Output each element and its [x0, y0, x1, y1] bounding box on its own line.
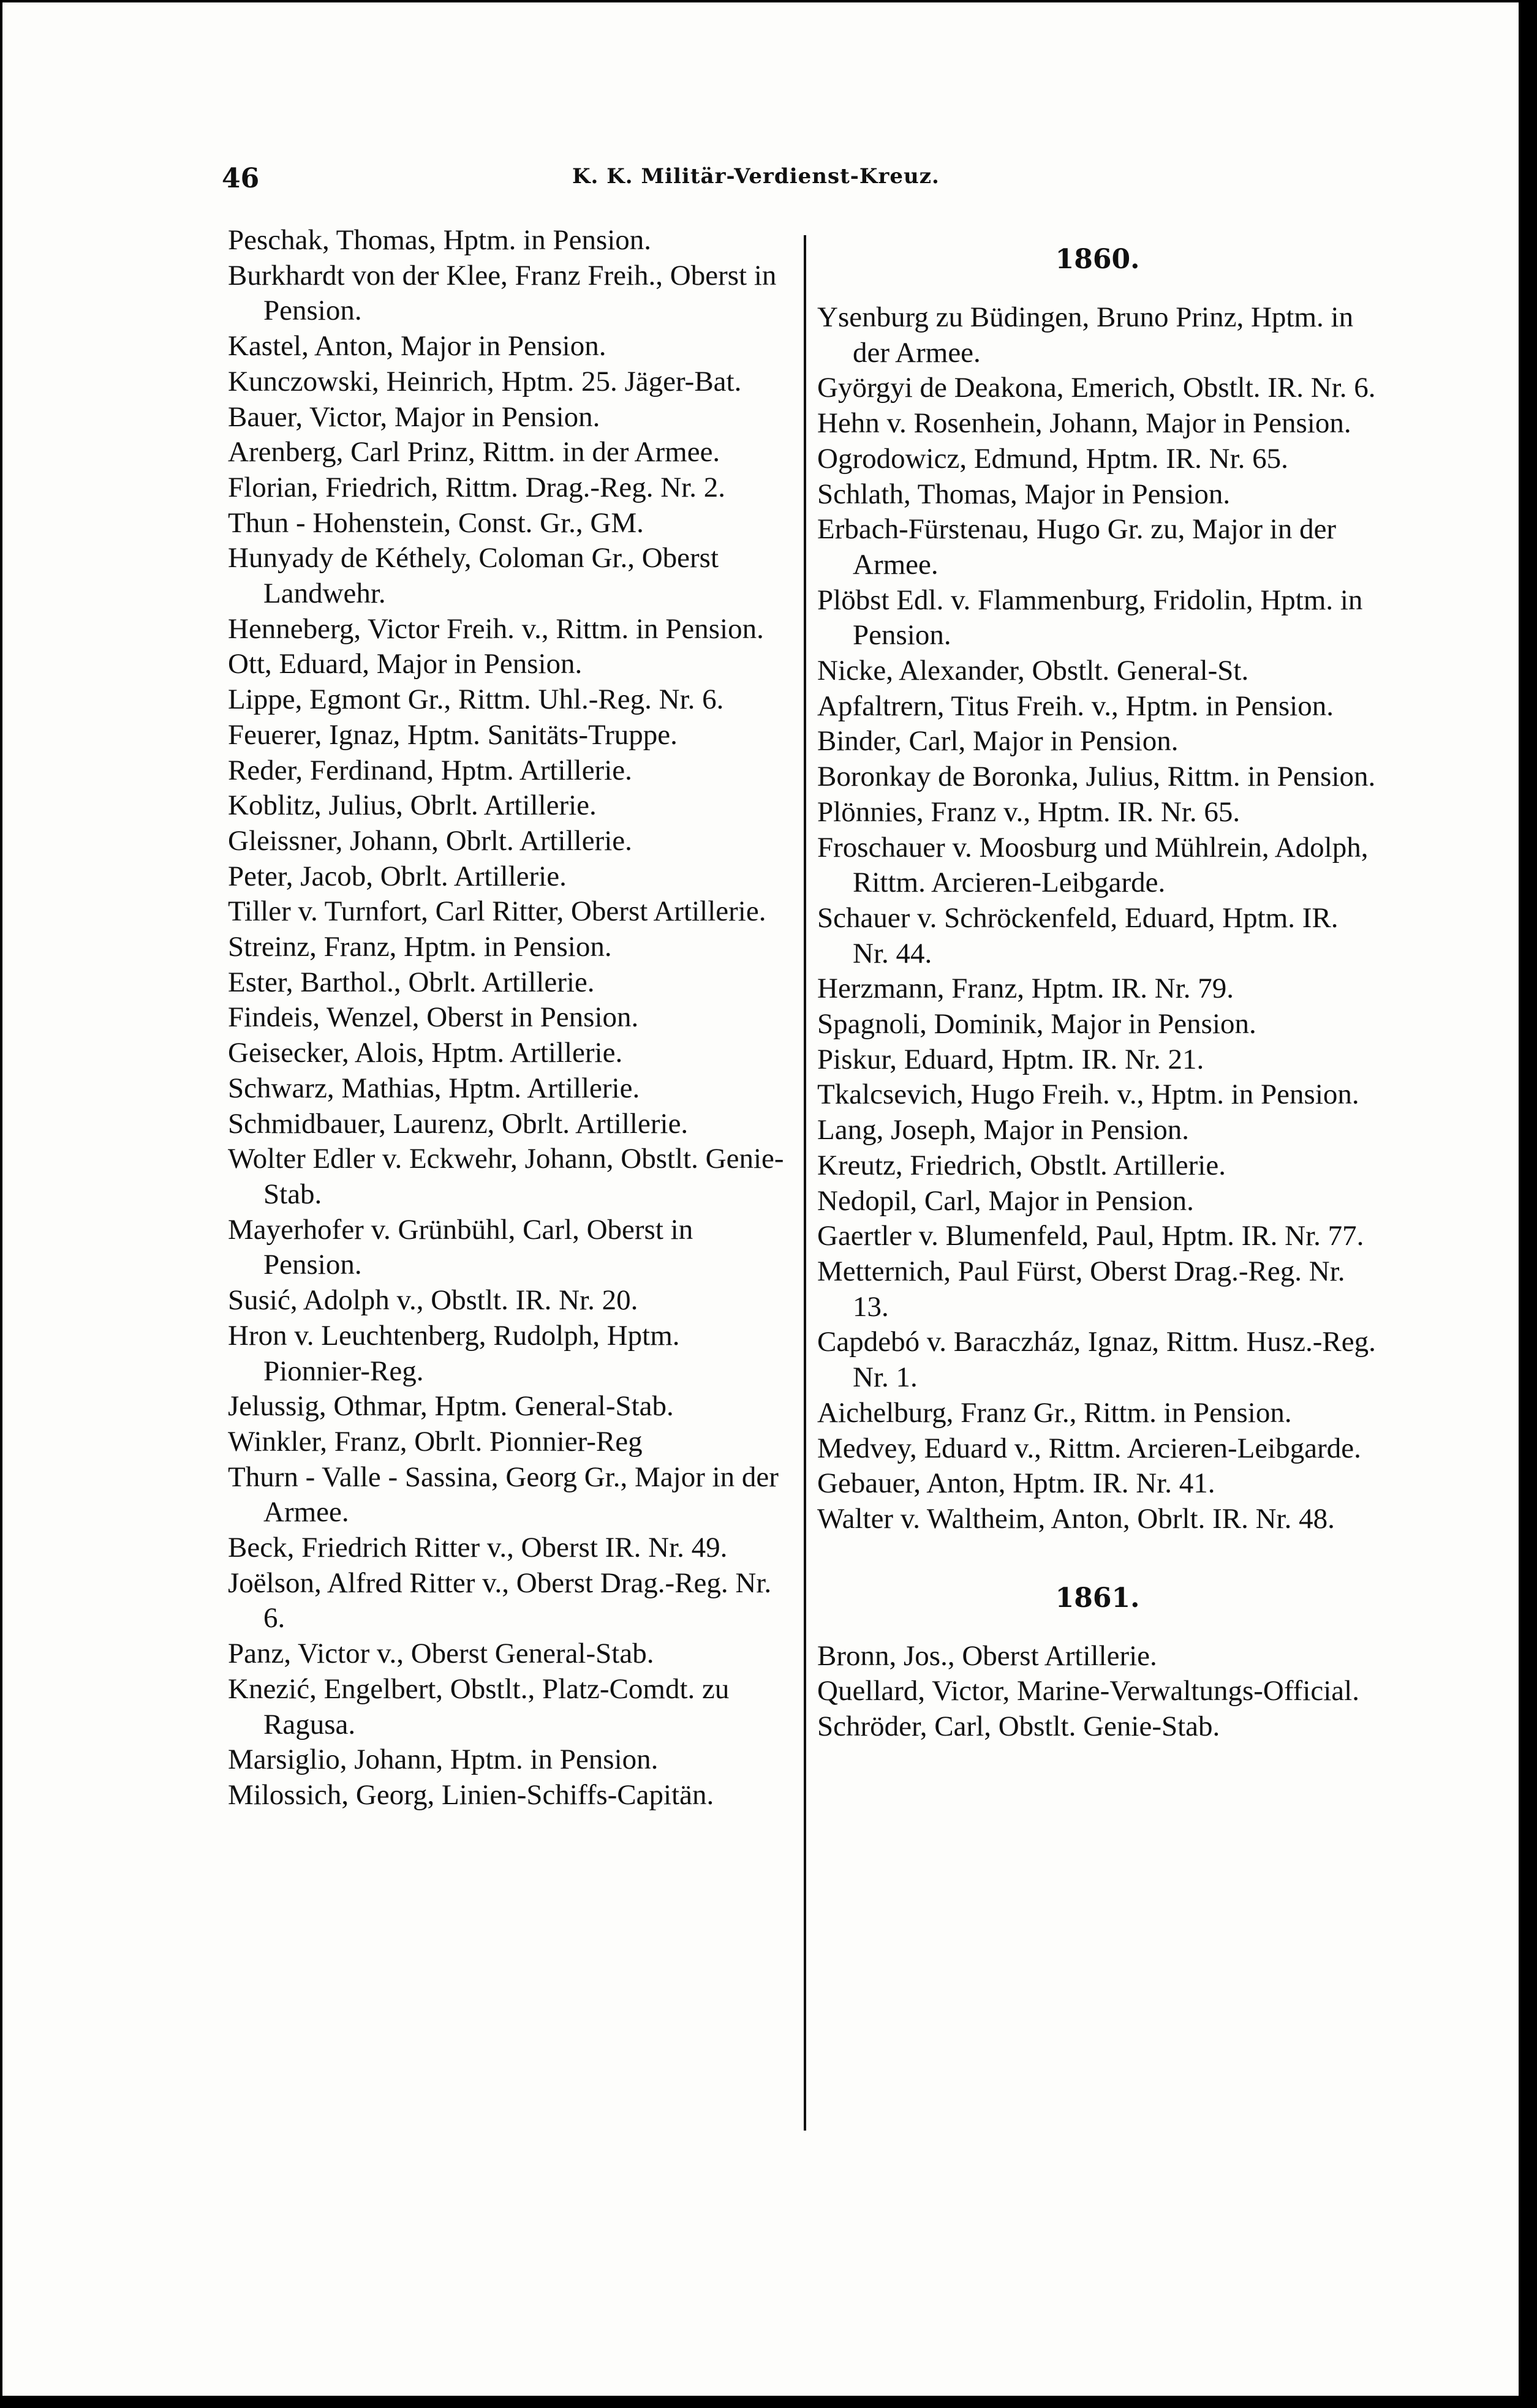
list-item: Joëlson, Alfred Ritter v., Oberst Drag.-Reg. Nr. 6. [228, 1567, 772, 1635]
list-item: Nedopil, Carl, Major in Pension. [817, 1184, 1194, 1217]
list-item: Thurn - Valle - Sassina, Georg Gr., Major in der Armee. [228, 1461, 779, 1529]
list-item: Plöbst Edl. v. Flammenburg, Fridolin, Hptm. in Pension. [817, 584, 1363, 652]
list-item: Schröder, Carl, Obstlt. Genie-Stab. [817, 1710, 1220, 1743]
list-item: Erbach-Fürstenau, Hugo Gr. zu, Major in der Armee. [817, 513, 1337, 581]
column-divider [804, 235, 806, 2131]
right-column [817, 241, 1378, 1745]
list-item: Gleissner, Johann, Obrlt. Artillerie. [228, 824, 632, 857]
list-item: Beck, Friedrich Ritter v., Oberst IR. Nr. 49. [228, 1532, 728, 1564]
list-item: Capdebó v. Baraczház, Ignaz, Rittm. Husz.-Reg. Nr. 1. [817, 1326, 1376, 1394]
list-item: Wolter Edler v. Eckwehr, Johann, Obstlt. Genie-Stab. [228, 1143, 784, 1210]
list-item: Henneberg, Victor Freih. v., Rittm. in Pension. [228, 612, 764, 645]
list-item: Spagnoli, Dominik, Major in Pension. [817, 1008, 1256, 1040]
list-item: Binder, Carl, Major in Pension. [817, 725, 1179, 758]
list-item: Boronkay de Boronka, Julius, Rittm. in Pension. [817, 761, 1376, 793]
list-item: Kastel, Anton, Major in Pension. [228, 330, 606, 363]
list-item: Ogrodowicz, Edmund, Hptm. IR. Nr. 65. [817, 442, 1288, 475]
list-item: Gebauer, Anton, Hptm. IR. Nr. 41. [817, 1467, 1215, 1500]
left-column [228, 223, 791, 1813]
list-item: Florian, Friedrich, Rittm. Drag.-Reg. Nr. 2. [228, 471, 725, 503]
list-item: Burkhardt von der Klee, Franz Freih., Oberst in Pension. [228, 259, 777, 327]
list-item: Lang, Joseph, Major in Pension. [817, 1114, 1190, 1146]
list-item: Schmidbauer, Laurenz, Obrlt. Artillerie. [228, 1107, 689, 1140]
list-item: Hron v. Leuchtenberg, Rudolph, Hptm. Pionnier-Reg. [228, 1319, 680, 1387]
list-item: Ester, Barthol., Obrlt. Artillerie. [228, 966, 595, 998]
list-item: Gaertler v. Blumenfeld, Paul, Hptm. IR. Nr. 77. [817, 1220, 1364, 1252]
list-item: Geisecker, Alois, Hptm. Artillerie. [228, 1037, 623, 1069]
page-sheet [2, 2, 1522, 2396]
list-item: Reder, Ferdinand, Hptm. Artillerie. [228, 754, 632, 786]
list-item: Kreutz, Friedrich, Obstlt. Artillerie. [817, 1149, 1226, 1181]
list-item: Mayerhofer v. Grünbühl, Carl, Oberst in Pension. [228, 1213, 693, 1281]
list-item: Bauer, Victor, Major in Pension. [228, 401, 600, 433]
list-item: Marsiglio, Johann, Hptm. in Pension. [228, 1744, 659, 1776]
year-heading: 1860. [1055, 244, 1140, 275]
list-item: Thun - Hohenstein, Const. Gr., GM. [228, 506, 644, 539]
list-item: Findeis, Wenzel, Oberst in Pension. [228, 1001, 639, 1034]
list-item: Hunyady de Kéthely, Coloman Gr., Oberst Landwehr. [228, 542, 719, 610]
list-item: Lippe, Egmont Gr., Rittm. Uhl.-Reg. Nr. 6. [228, 683, 724, 716]
list-item: Tiller v. Turnfort, Carl Ritter, Oberst Artillerie. [228, 895, 766, 928]
list-item: Aichelburg, Franz Gr., Rittm. in Pension. [817, 1396, 1292, 1429]
list-item: Susić, Adolph v., Obstlt. IR. Nr. 20. [228, 1284, 638, 1317]
list-item: Schlath, Thomas, Major in Pension. [817, 478, 1231, 510]
list-item: Apfaltrern, Titus Freih. v., Hptm. in Pension. [817, 690, 1334, 722]
list-item: Peschak, Thomas, Hptm. in Pension. [228, 224, 652, 256]
list-item: Schauer v. Schröckenfeld, Eduard, Hptm. IR. Nr. 44. [817, 901, 1339, 969]
list-item: Hehn v. Rosenhein, Johann, Major in Pension. [817, 407, 1351, 440]
year-heading: 1861. [1055, 1582, 1140, 1614]
list-item: Panz, Victor v., Oberst General-Stab. [228, 1638, 654, 1670]
list-item: Feuerer, Ignaz, Hptm. Sanitäts-Truppe. [228, 718, 678, 751]
list-item: Metternich, Paul Fürst, Oberst Drag.-Reg. Nr. 13. [817, 1255, 1345, 1323]
list-item: Quellard, Victor, Marine-Verwaltungs-Official. [817, 1675, 1359, 1707]
list-item: Herzmann, Franz, Hptm. IR. Nr. 79. [817, 973, 1234, 1005]
list-item: Medvey, Eduard v., Rittm. Arcieren-Leibgarde. [817, 1432, 1361, 1464]
list-item: Milossich, Georg, Linien-Schiffs-Capitän. [228, 1778, 714, 1811]
list-item: Ysenburg zu Büdingen, Bruno Prinz, Hptm. in der Armee. [817, 301, 1354, 369]
list-item: Tkalcsevich, Hugo Freih. v., Hptm. in Pension. [817, 1078, 1359, 1111]
list-item: Schwarz, Mathias, Hptm. Artillerie. [228, 1072, 640, 1104]
list-item: Piskur, Eduard, Hptm. IR. Nr. 21. [817, 1043, 1204, 1075]
list-item: Jelussig, Othmar, Hptm. General-Stab. [228, 1390, 674, 1423]
list-item: Winkler, Franz, Obrlt. Pionnier-Reg [228, 1425, 643, 1458]
list-item: Nicke, Alexander, Obstlt. General-St. [817, 655, 1249, 687]
running-title: K. K. Militär-Verdienst-Kreuz. [572, 164, 940, 189]
list-item: Plönnies, Franz v., Hptm. IR. Nr. 65. [817, 796, 1241, 828]
list-item: Arenberg, Carl Prinz, Rittm. in der Armee. [228, 436, 720, 468]
list-item: Walter v. Waltheim, Anton, Obrlt. IR. Nr. 48. [817, 1502, 1335, 1535]
list-item: Streinz, Franz, Hptm. in Pension. [228, 931, 612, 963]
list-item: Bronn, Jos., Oberst Artillerie. [817, 1639, 1157, 1672]
page-number: 46 [222, 163, 260, 194]
list-item: Kunczowski, Heinrich, Hptm. 25. Jäger-Bat. [228, 365, 742, 397]
list-item: Froschauer v. Moosburg und Mühlrein, Adolph, Rittm. Arcieren-Leibgarde. [817, 831, 1369, 899]
list-item: Knezić, Engelbert, Obstlt., Platz-Comdt. zu Ragusa. [228, 1672, 730, 1740]
list-item: Koblitz, Julius, Obrlt. Artillerie. [228, 789, 597, 822]
list-item: Györgyi de Deakona, Emerich, Obstlt. IR. Nr. 6. [817, 372, 1376, 404]
list-item: Ott, Eduard, Major in Pension. [228, 648, 583, 680]
list-item: Peter, Jacob, Obrlt. Artillerie. [228, 860, 567, 892]
